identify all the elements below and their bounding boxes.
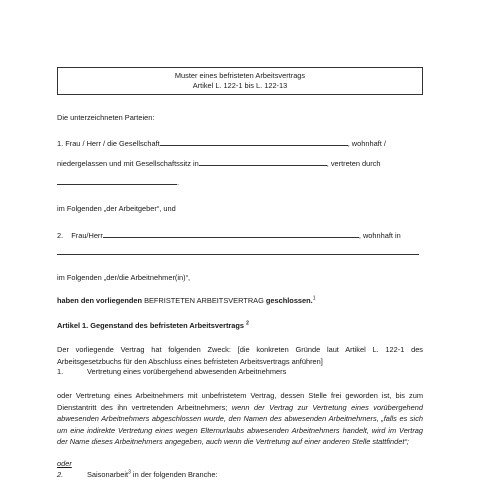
- footnote-ref-1: 1: [312, 295, 316, 302]
- title-line-2: Artikel L. 122-1 bis L. 122-13: [192, 81, 288, 90]
- article1-item1: [57, 367, 286, 376]
- party2-suffix: , wohnhaft in: [358, 231, 401, 240]
- replacement-italic-text: wenn der Vertrag zur Vertretung eines vorübergehend abwesenden Arbeitnehmers abgeschlossen wurde, den Namen des abwesenden Arbeitnehmers, „falls es sich um eine indirekte Vertretung eines wegen Elternurlaubs abwesenden Arbeitnehmers handelt, wird im Vertrag der Name dieses Arbeitnehmers angegeben, auch wenn die Vertretung auf einer anderen Stelle stattfindet“;: [57, 402, 423, 447]
- employee-label: im Folgenden „der/die Arbeitnehmer(in)“,: [57, 273, 191, 282]
- intro-text: Die unterzeichneten Parteien:: [57, 113, 155, 122]
- party2-line: [57, 229, 401, 240]
- party2-address-line: [57, 254, 419, 255]
- party1-seat-suffix: , vertreten durch: [326, 159, 381, 168]
- concluded-part2: BEFRISTETEN ARBEITSVERTRAG: [144, 296, 264, 305]
- item2-suffix: in der folgenden Branche:: [130, 470, 218, 479]
- party1-name-blank: [160, 137, 348, 146]
- party1-representative-blank: [57, 176, 180, 187]
- title-box: [57, 67, 423, 95]
- article1-item2: [57, 470, 218, 479]
- party1-seat-prefix: niedergelassen und mit Gesellschaftssitz in: [57, 159, 199, 168]
- footnote-ref-2: 2: [246, 320, 249, 327]
- party1-line2: [57, 157, 381, 168]
- oder-text: oder: [57, 459, 72, 468]
- party2-number: 2.: [57, 231, 64, 240]
- party1-line3-period: .: [177, 178, 180, 187]
- concluded-statement: [57, 296, 316, 305]
- footnote-ref-3: 3: [128, 469, 131, 476]
- article1-heading-text: Artikel 1. Gegenstand des befristeten Arbeitsvertrags: [57, 321, 245, 330]
- article1-heading: [57, 321, 249, 330]
- party2-name-blank: [103, 229, 359, 238]
- item1-number: 1.: [57, 367, 64, 376]
- article1-replacement-paragraph: [57, 390, 423, 448]
- party1-line3: [57, 176, 179, 187]
- party1-suffix: , wohnhaft /: [347, 139, 386, 148]
- concluded-part3: geschlossen.: [263, 296, 313, 305]
- party1-line1: [57, 137, 386, 148]
- item2-number: 2.: [57, 470, 64, 479]
- employer-label: im Folgenden „der Arbeitgeber“, und: [57, 204, 176, 213]
- concluded-part1: haben den vorliegenden: [57, 296, 145, 305]
- replacement-text: oder Vertretung eines Arbeitnehmers mit unbefristetem Vertrag, dessen Stelle frei geworden ist, bis zum Dienstantritt des ihn vertretenden Arbeitnehmers;: [57, 391, 423, 412]
- party1-seat-blank: [199, 157, 327, 166]
- party1-prefix: 1. Frau / Herr / die Gesellschaft: [57, 139, 160, 148]
- title-line-1: Muster eines befristeten Arbeitsvertrags: [174, 71, 306, 81]
- party2-prefix: Frau/Herr: [71, 231, 103, 240]
- item1-text: Vertretung eines vorübergehend abwesenden Arbeitnehmers: [87, 367, 287, 376]
- item2-text: Saisonarbeit: [87, 470, 129, 479]
- article1-intro: Der vorliegende Vertrag hat folgenden Zweck: [die konkreten Gründe laut Artikel L. 122-1 des Arbeitsgesetzbuchs für den Abschluss eines befristeten Arbeitsvertrags anführen]: [57, 345, 423, 366]
